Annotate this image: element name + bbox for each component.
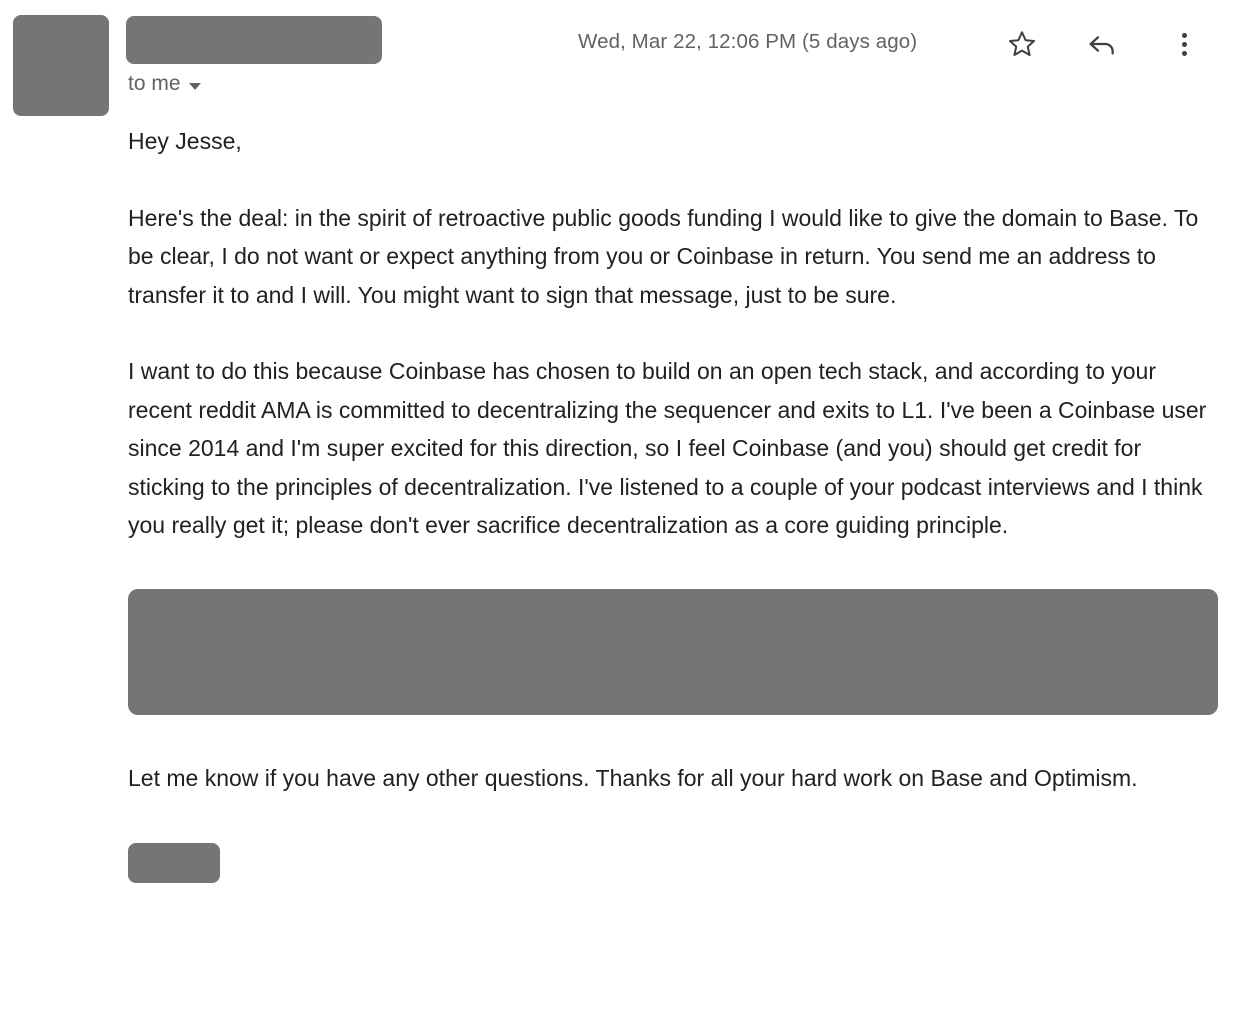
more-dots bbox=[1182, 33, 1187, 56]
sender-name-redacted bbox=[126, 16, 382, 64]
paragraph-2: I want to do this because Coinbase has chosen to build on an open tech stack, and according to your recent reddit AMA is committed to decentralizing the sequencer and exits to L1. I've been a Coinbase user since 2014 and I'm super excited for this direction, so I feel Coinbase (and you) should get credit for sticking to the principles of decentralization. I've listened to a couple of your podcast interviews and I think you really get it; please don't ever sacrifice decentralization as a core guiding principle. bbox=[128, 358, 1207, 538]
recipient-line[interactable] bbox=[128, 72, 201, 96]
spacer bbox=[128, 314, 1213, 352]
recipient-label: to me bbox=[128, 72, 181, 95]
spacer bbox=[128, 161, 1213, 199]
greeting-text: Hey Jesse, bbox=[128, 128, 242, 154]
chevron-down-icon[interactable] bbox=[189, 83, 201, 90]
reply-icon[interactable] bbox=[1080, 22, 1124, 66]
avatar bbox=[13, 15, 109, 116]
paragraph-1: Here's the deal: in the spirit of retroactive public goods funding I would like to give the domain to Base. To be clear, I do not want or expect anything from you or Coinbase in return. You send me an address to transfer it to and I will. You might want to sign that message, just to be sure. bbox=[128, 204, 1199, 308]
paragraph-3: Let me know if you have any other questions. Thanks for all your hard work on Base and Optimism. bbox=[128, 764, 1138, 791]
email-header bbox=[0, 0, 1236, 120]
star-icon[interactable] bbox=[1000, 22, 1044, 66]
more-options-icon[interactable] bbox=[1162, 22, 1206, 66]
message-timestamp: Wed, Mar 22, 12:06 PM (5 days ago) bbox=[578, 30, 918, 53]
redacted-paragraph bbox=[128, 589, 1218, 715]
redacted-signature bbox=[128, 843, 220, 883]
email-body bbox=[128, 122, 1213, 883]
